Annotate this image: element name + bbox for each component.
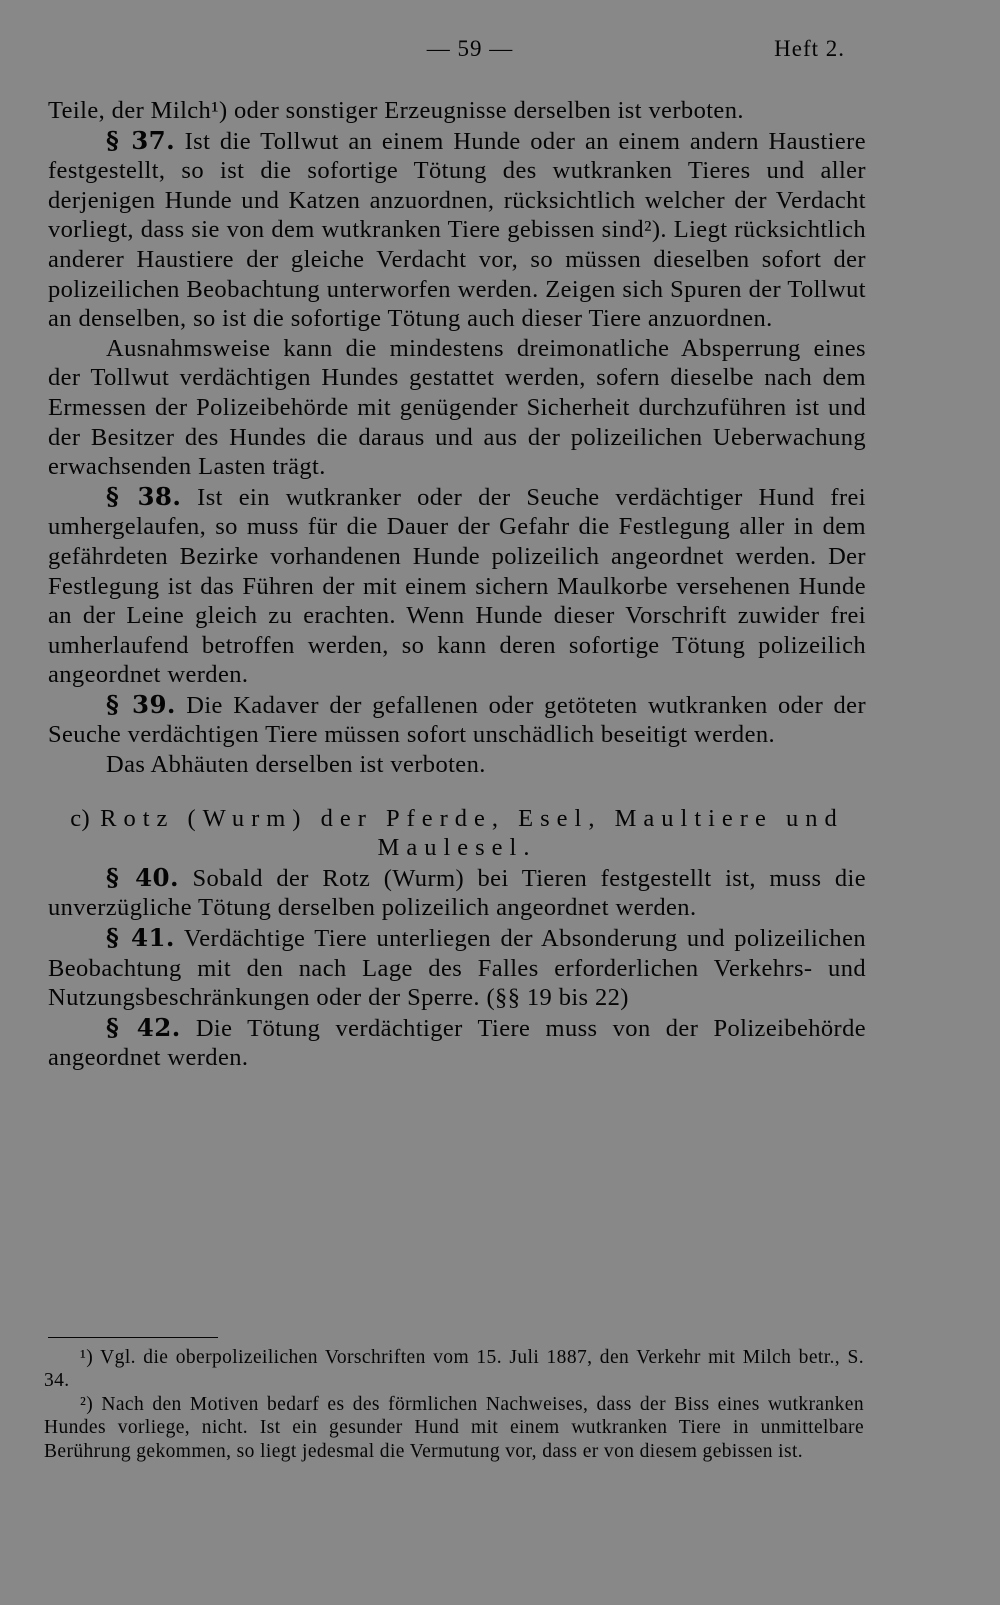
page-header bbox=[0, 36, 1000, 70]
paragraph-section-40: § 40. Sobald der Rotz (Wurm) bei Tieren festgestellt ist, muss die unverzügliche Tötung derselben polizeilich angeordnet werden. bbox=[48, 862, 867, 922]
section-number: § 38. bbox=[106, 481, 182, 511]
section-number: § 39. bbox=[106, 689, 176, 719]
paragraph-continuation: Teile, der Milch¹) oder sonstiger Erzeugnisse derselben ist verboten. bbox=[48, 97, 744, 124]
footnote-1: ¹) Vgl. die oberpolizeilichen Vorschriften vom 15. Juli 1887, den Verkehr mit Milch betr., S. 34. bbox=[44, 1347, 864, 1392]
issue-label: Heft 2. bbox=[774, 36, 845, 61]
paragraph-section-41: § 41. Verdächtige Tiere unterliegen der Absonderung und polizeilichen Beobachtung mit den nach Lage des Falles erforderlichen Verkehrs- und Nutzungsbeschränkungen oder der Sperre. (§§ 19 bis 22) bbox=[48, 923, 866, 1012]
paragraph-section-42: § 42. Die Tötung verdächtiger Tiere muss von der Polizeibehörde angeordnet werden. bbox=[48, 1012, 867, 1072]
paragraph-skinning: Das Abhäuten derselben ist verboten. bbox=[106, 751, 486, 779]
paragraph-section-39: § 39. Die Kadaver der gefallenen oder getöteten wutkranken oder der Seuche verdächtigen Tiere müssen sofort unschädlich beseitigt werden. bbox=[48, 689, 866, 749]
footnote-2: ²) Nach den Motiven bedarf es des förmlichen Nachweises, dass der Biss eines wutkranken Hundes vorliege, nicht. Ist ein gesunder Hund mit einem wutkranken Tiere in unmittelbare Berührung gekommen, so liegt jedesmal die Vermutung vor, dass er von diesem gebissen ist. bbox=[44, 1393, 864, 1462]
footnote-divider bbox=[48, 1337, 218, 1338]
section-number: § 40. bbox=[106, 862, 179, 892]
paragraph-section-38: § 38. Ist ein wutkranker oder der Seuche verdächtiger Hund frei umhergelaufen, so muss für die Dauer der Gefahr die Festlegung aller in dem gefährdeten Bezirke vorhandenen Hunde polizeilich angeordnet werden. Der Festlegung ist das Führen der mit einem sichern Maulkorbe versehenen Hunde an der Leine gleich zu erachten. Wenn Hunde dieser Vorschrift zuwider frei umherlaufend betroffen werden, so kann deren sofortige Tötung polizeilich angeordnet werden. bbox=[48, 481, 866, 689]
body-text bbox=[48, 96, 866, 1073]
section-number: § 37. bbox=[106, 125, 176, 155]
paragraph-section-37: § 37. Ist die Tollwut an einem Hunde oder an einem andern Haustiere festgestellt, so ist die sofortige Tötung des wutkranken Tieres und aller derjenigen Hunde und Katzen anzuordnen, rücksichtlich welcher der Verdacht vorliegt, dass sie von dem wutkranken Tiere gebissen sind²). Liegt rücksichtlich anderer Haustiere der gleiche Verdacht vor, so müssen dieselben sofort der polizeilichen Beobachtung unterworfen werden. Zeigen sich Spuren der Tollwut an denselben, so ist die sofortige Tötung auch dieser Tiere anzuordnen. bbox=[48, 125, 866, 333]
page-number: — 59 — bbox=[426, 36, 514, 61]
section-heading: c) Rotz (Wurm) der Pferde, Esel, Maultiere und Maulesel. bbox=[70, 804, 844, 862]
section-number: § 41. bbox=[106, 923, 175, 953]
footnotes bbox=[44, 1346, 864, 1463]
section-number: § 42. bbox=[106, 1012, 181, 1042]
paragraph-exception: Ausnahmsweise kann die mindestens dreimonatliche Absperrung eines der Tollwut verdächtigen Hundes gestattet werden, sofern dieselbe nach dem Ermessen der Polizeibehörde mit genügender Sicherheit durchzuführen ist und der Besitzer des Hundes die daraus und aus der polizeilichen Ueberwachung erwachsenden Lasten trägt. bbox=[48, 334, 866, 481]
